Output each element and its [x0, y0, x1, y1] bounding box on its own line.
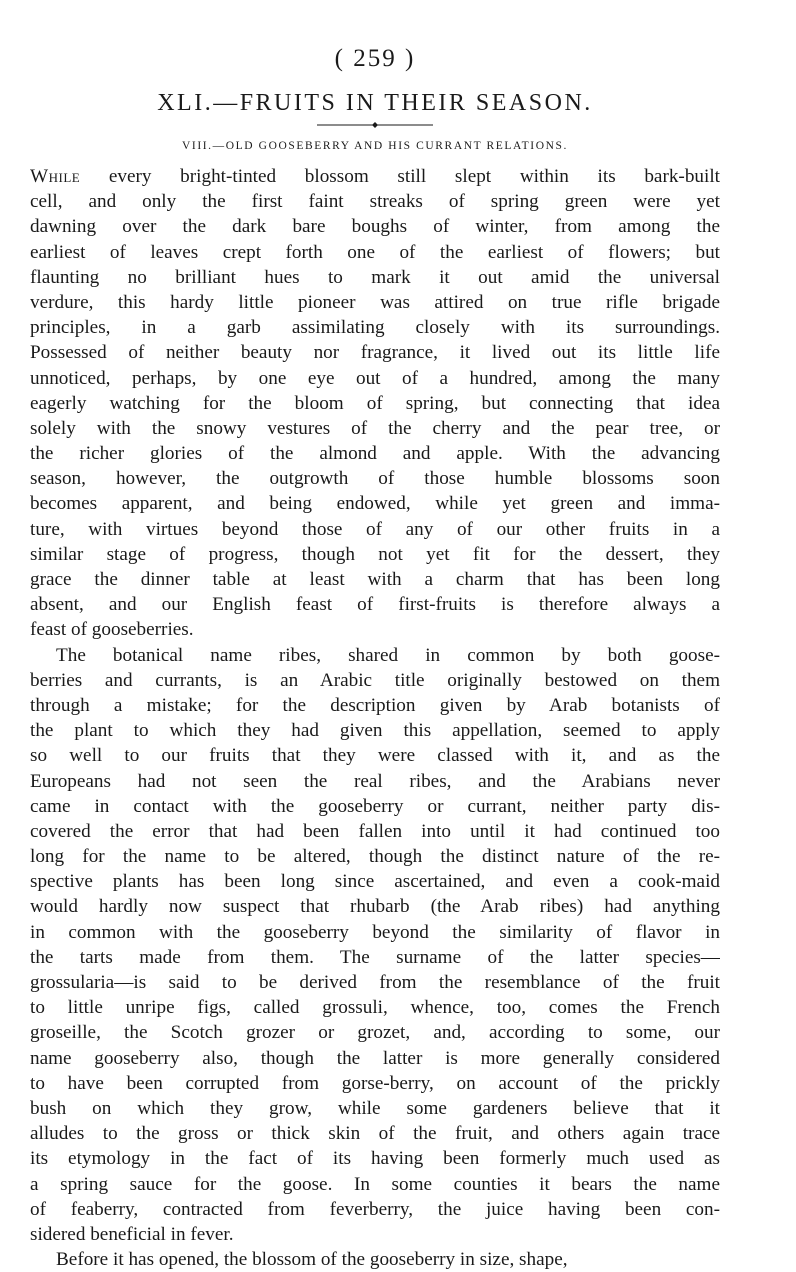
- lead-word: While: [30, 166, 81, 187]
- text-line: Before it has opened, the blossom of the gooseberry in size, shape,: [56, 1249, 568, 1271]
- text-line: grace the dinner table at least with a charm that has been long: [30, 569, 720, 590]
- text-line: came in contact with the gooseberry or currant, neither party dis-: [30, 795, 720, 817]
- text-line: long for the name to be altered, though the distinct nature of the re-: [30, 846, 720, 868]
- text-line: so well to our fruits that they were classed with it, and as the: [30, 745, 720, 767]
- text-line: unnoticed, perhaps, by one eye out of a hundred, among the many: [30, 367, 720, 389]
- paragraph: [30, 1247, 720, 1272]
- divider-ornament-icon: [317, 120, 433, 130]
- text-line: would hardly now suspect that rhubarb (the Arab ribes) had anything: [30, 896, 720, 918]
- text-line: its etymology in the fact of its having been formerly much used as: [30, 1148, 720, 1170]
- text-line: solely with the snowy vestures of the cherry and the pear tree, or: [30, 417, 720, 439]
- text-line: bush on which they grow, while some gardeners believe that it: [30, 1097, 720, 1119]
- paragraph: [30, 643, 720, 1248]
- text-line: The botanical name ribes, shared in common by both goose-: [56, 644, 720, 666]
- text-line: name gooseberry also, though the latter is more generally considered: [30, 1047, 720, 1069]
- text-line: sidered beneficial in fever.: [30, 1223, 234, 1245]
- text-line: season, however, the outgrowth of those humble blossoms soon: [30, 468, 720, 490]
- text-line: eagerly watching for the bloom of spring, but connecting that idea: [30, 392, 720, 414]
- title-divider: [317, 120, 433, 130]
- text-line: earliest of leaves crept forth one of the earliest of flowers; but: [30, 241, 720, 263]
- book-page: [30, 44, 720, 1272]
- text-line: principles, in a garb assimilating closely with its surroundings.: [30, 317, 720, 339]
- text-line: alludes to the gross or thick skin of the fruit, and others again trace: [30, 1123, 720, 1145]
- section-subtitle: VIII.—OLD GOOSEBERRY AND HIS CURRANT RELATIONS.: [181, 140, 569, 152]
- text-line: the plant to which they had given this appellation, seemed to apply: [30, 720, 720, 742]
- text-line: dawning over the dark bare boughs of winter, from among the: [30, 216, 720, 238]
- text-line: to little unripe figs, called grossuli, whence, too, comes the French: [30, 997, 720, 1019]
- text-line: berries and currants, is an Arabic title originally bestowed on them: [30, 669, 720, 691]
- text-line: the tarts made from them. The surname of the latter species—: [30, 946, 720, 968]
- text-line: verdure, this hardy little pioneer was attired on true rifle brigade: [30, 291, 720, 313]
- text-line: to have been corrupted from gorse-berry, on account of the prickly: [30, 1072, 720, 1094]
- text-line: cell, and only the first faint streaks of spring green were yet: [30, 191, 720, 213]
- text-line: in common with the gooseberry beyond the similarity of flavor in: [30, 921, 720, 943]
- text-line: similar stage of progress, though not yet fit for the dessert, they: [30, 543, 720, 565]
- text-line: grossularia—is said to be derived from the resemblance of the fruit: [30, 972, 720, 993]
- text-line: flaunting no brilliant hues to mark it out amid the universal: [30, 266, 720, 288]
- text-line: Europeans had not seen the real ribes, and the Arabians never: [30, 770, 720, 792]
- text-line: of feaberry, contracted from feverberry, the juice having been con-: [30, 1198, 720, 1220]
- text-line: groseille, the Scotch grozer or grozet, and, according to some, our: [30, 1022, 720, 1044]
- text-line: ture, with virtues beyond those of any of our other fruits in a: [30, 518, 720, 540]
- text-line: spective plants has been long since ascertained, and even a cook-maid: [30, 871, 720, 893]
- line-text: every bright-tinted blossom still slept within its bark-built: [80, 166, 720, 187]
- page-number: ( 259 ): [334, 45, 416, 72]
- text-line: covered the error that had been fallen into until it had continued too: [30, 820, 720, 842]
- paragraph: [30, 164, 720, 643]
- text-line: feast of gooseberries.: [30, 619, 194, 641]
- chapter-title: XLI.—FRUITS IN THEIR SEASON.: [157, 90, 593, 116]
- article-body: [30, 164, 720, 1272]
- text-line: [30, 164, 720, 189]
- text-line: the richer glories of the almond and apple. With the advancing: [30, 443, 720, 465]
- text-line: becomes apparent, and being endowed, while yet green and imma-: [30, 493, 720, 515]
- text-line: a spring sauce for the goose. In some counties it bears the name: [30, 1173, 720, 1195]
- text-line: absent, and our English feast of first-fruits is therefore always a: [30, 594, 720, 616]
- text-line: through a mistake; for the description given by Arab botanists of: [30, 694, 720, 716]
- text-line: Possessed of neither beauty nor fragrance, it lived out its little life: [30, 342, 720, 364]
